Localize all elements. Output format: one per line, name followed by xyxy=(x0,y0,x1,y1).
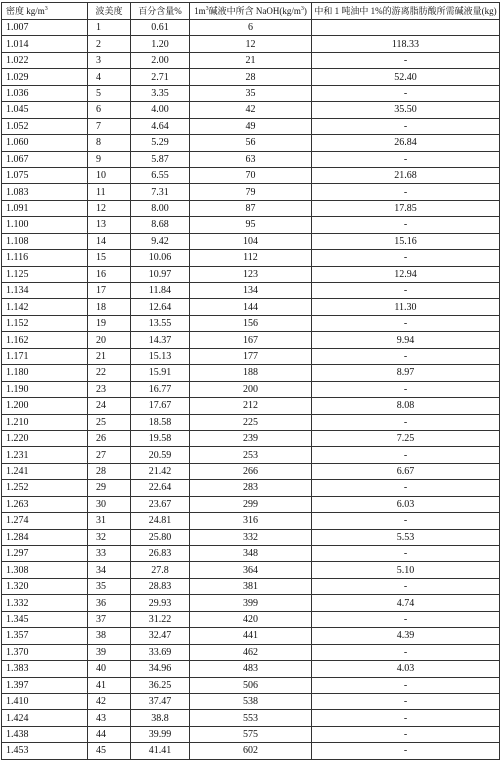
table-row xyxy=(2,463,500,479)
table-row xyxy=(2,578,500,594)
cell-percent: 14.37 xyxy=(131,332,190,348)
cell-naoh: 225 xyxy=(190,414,312,430)
cell-percent: 31.22 xyxy=(131,611,190,627)
cell-percent: 7.31 xyxy=(131,184,190,200)
cell-naoh: 6 xyxy=(190,20,312,36)
cell-neutralization: 6.67 xyxy=(312,463,500,479)
cell-naoh: 21 xyxy=(190,52,312,68)
cell-percent: 12.64 xyxy=(131,299,190,315)
cell-density: 1.438 xyxy=(2,726,88,742)
cell-density: 1.332 xyxy=(2,595,88,611)
cell-baume: 2 xyxy=(88,36,131,52)
cell-naoh: 177 xyxy=(190,348,312,364)
cell-percent: 1.20 xyxy=(131,36,190,52)
cell-naoh: 538 xyxy=(190,693,312,709)
cell-baume: 29 xyxy=(88,480,131,496)
cell-neutralization: 4.74 xyxy=(312,595,500,611)
cell-baume: 3 xyxy=(88,52,131,68)
cell-neutralization: 11.30 xyxy=(312,299,500,315)
cell-neutralization: 52.40 xyxy=(312,69,500,85)
cell-neutralization: - xyxy=(312,250,500,266)
table-row xyxy=(2,365,500,381)
cell-naoh: 553 xyxy=(190,710,312,726)
cell-density: 1.091 xyxy=(2,200,88,216)
cell-baume: 20 xyxy=(88,332,131,348)
cell-percent: 39.99 xyxy=(131,726,190,742)
cell-percent: 13.55 xyxy=(131,315,190,331)
table-row xyxy=(2,710,500,726)
cell-baume: 42 xyxy=(88,693,131,709)
cell-naoh: 212 xyxy=(190,398,312,414)
cell-baume: 40 xyxy=(88,661,131,677)
cell-density: 1.252 xyxy=(2,480,88,496)
table-row xyxy=(2,546,500,562)
cell-density: 1.022 xyxy=(2,52,88,68)
cell-percent: 41.41 xyxy=(131,743,190,759)
cell-density: 1.220 xyxy=(2,430,88,446)
cell-neutralization xyxy=(312,20,500,36)
cell-neutralization: 118.33 xyxy=(312,36,500,52)
cell-baume: 10 xyxy=(88,167,131,183)
cell-neutralization: - xyxy=(312,52,500,68)
cell-neutralization: - xyxy=(312,151,500,167)
cell-percent: 2.00 xyxy=(131,52,190,68)
cell-density: 1.180 xyxy=(2,365,88,381)
cell-percent: 28.83 xyxy=(131,578,190,594)
cell-naoh: 134 xyxy=(190,283,312,299)
cell-baume: 38 xyxy=(88,628,131,644)
cell-percent: 0.61 xyxy=(131,20,190,36)
cell-density: 1.308 xyxy=(2,562,88,578)
cell-density: 1.052 xyxy=(2,118,88,134)
cell-naoh: 462 xyxy=(190,644,312,660)
cell-density: 1.075 xyxy=(2,167,88,183)
cell-percent: 10.97 xyxy=(131,266,190,282)
table-row xyxy=(2,36,500,52)
cell-density: 1.383 xyxy=(2,661,88,677)
cell-density: 1.162 xyxy=(2,332,88,348)
cell-naoh: 441 xyxy=(190,628,312,644)
table-row xyxy=(2,151,500,167)
table-row xyxy=(2,661,500,677)
cell-density: 1.397 xyxy=(2,677,88,693)
cell-percent: 19.58 xyxy=(131,430,190,446)
cell-baume: 9 xyxy=(88,151,131,167)
cell-baume: 41 xyxy=(88,677,131,693)
cell-neutralization: 35.50 xyxy=(312,102,500,118)
cell-neutralization: 5.53 xyxy=(312,529,500,545)
cell-density: 1.029 xyxy=(2,69,88,85)
cell-baume: 37 xyxy=(88,611,131,627)
table-row xyxy=(2,217,500,233)
cell-naoh: 283 xyxy=(190,480,312,496)
cell-percent: 26.83 xyxy=(131,546,190,562)
cell-naoh: 316 xyxy=(190,513,312,529)
cell-baume: 14 xyxy=(88,233,131,249)
cell-baume: 25 xyxy=(88,414,131,430)
cell-naoh: 12 xyxy=(190,36,312,52)
table-row xyxy=(2,102,500,118)
cell-percent: 29.93 xyxy=(131,595,190,611)
table-header xyxy=(2,3,500,20)
cell-naoh: 156 xyxy=(190,315,312,331)
cell-neutralization: - xyxy=(312,578,500,594)
table-row xyxy=(2,726,500,742)
cell-baume: 7 xyxy=(88,118,131,134)
cell-baume: 26 xyxy=(88,430,131,446)
cell-percent: 37.47 xyxy=(131,693,190,709)
cell-density: 1.284 xyxy=(2,529,88,545)
cell-baume: 4 xyxy=(88,69,131,85)
cell-baume: 23 xyxy=(88,381,131,397)
cell-neutralization: - xyxy=(312,710,500,726)
table-row xyxy=(2,628,500,644)
table-row xyxy=(2,562,500,578)
cell-neutralization: - xyxy=(312,513,500,529)
cell-percent: 5.29 xyxy=(131,135,190,151)
cell-density: 1.297 xyxy=(2,546,88,562)
cell-neutralization: 8.08 xyxy=(312,398,500,414)
cell-naoh: 381 xyxy=(190,578,312,594)
cell-density: 1.453 xyxy=(2,743,88,759)
table-row xyxy=(2,20,500,36)
cell-baume: 15 xyxy=(88,250,131,266)
cell-baume: 18 xyxy=(88,299,131,315)
cell-neutralization: 17.85 xyxy=(312,200,500,216)
cell-percent: 18.58 xyxy=(131,414,190,430)
cell-density: 1.007 xyxy=(2,20,88,36)
cell-naoh: 299 xyxy=(190,496,312,512)
cell-naoh: 364 xyxy=(190,562,312,578)
cell-density: 1.274 xyxy=(2,513,88,529)
table-row xyxy=(2,529,500,545)
cell-naoh: 79 xyxy=(190,184,312,200)
cell-density: 1.320 xyxy=(2,578,88,594)
cell-naoh: 483 xyxy=(190,661,312,677)
cell-baume: 22 xyxy=(88,365,131,381)
cell-baume: 32 xyxy=(88,529,131,545)
cell-percent: 21.42 xyxy=(131,463,190,479)
cell-naoh: 399 xyxy=(190,595,312,611)
cell-density: 1.263 xyxy=(2,496,88,512)
cell-baume: 28 xyxy=(88,463,131,479)
cell-naoh: 200 xyxy=(190,381,312,397)
cell-neutralization: - xyxy=(312,480,500,496)
cell-baume: 12 xyxy=(88,200,131,216)
cell-density: 1.357 xyxy=(2,628,88,644)
cell-naoh: 167 xyxy=(190,332,312,348)
cell-naoh: 253 xyxy=(190,447,312,463)
cell-baume: 17 xyxy=(88,283,131,299)
cell-baume: 5 xyxy=(88,85,131,101)
cell-naoh: 575 xyxy=(190,726,312,742)
cell-baume: 39 xyxy=(88,644,131,660)
cell-percent: 25.80 xyxy=(131,529,190,545)
cell-neutralization: - xyxy=(312,118,500,134)
cell-baume: 11 xyxy=(88,184,131,200)
cell-neutralization: - xyxy=(312,348,500,364)
cell-baume: 19 xyxy=(88,315,131,331)
cell-naoh: 87 xyxy=(190,200,312,216)
table-row xyxy=(2,677,500,693)
cell-naoh: 104 xyxy=(190,233,312,249)
table-row xyxy=(2,200,500,216)
cell-density: 1.424 xyxy=(2,710,88,726)
cell-percent: 4.00 xyxy=(131,102,190,118)
cell-density: 1.241 xyxy=(2,463,88,479)
cell-density: 1.060 xyxy=(2,135,88,151)
cell-baume: 43 xyxy=(88,710,131,726)
table-row xyxy=(2,167,500,183)
table-row xyxy=(2,233,500,249)
table-row xyxy=(2,266,500,282)
cell-naoh: 35 xyxy=(190,85,312,101)
table-row xyxy=(2,381,500,397)
cell-baume: 45 xyxy=(88,743,131,759)
cell-baume: 16 xyxy=(88,266,131,282)
cell-percent: 8.00 xyxy=(131,200,190,216)
cell-neutralization: 4.39 xyxy=(312,628,500,644)
cell-percent: 32.47 xyxy=(131,628,190,644)
cell-percent: 6.55 xyxy=(131,167,190,183)
table-row xyxy=(2,184,500,200)
table-row xyxy=(2,693,500,709)
cell-neutralization: - xyxy=(312,743,500,759)
cell-neutralization: - xyxy=(312,611,500,627)
cell-baume: 36 xyxy=(88,595,131,611)
cell-neutralization: 5.10 xyxy=(312,562,500,578)
cell-percent: 10.06 xyxy=(131,250,190,266)
cell-percent: 9.42 xyxy=(131,233,190,249)
table-row xyxy=(2,299,500,315)
cell-density: 1.134 xyxy=(2,283,88,299)
cell-baume: 1 xyxy=(88,20,131,36)
cell-neutralization: 21.68 xyxy=(312,167,500,183)
cell-neutralization: 15.16 xyxy=(312,233,500,249)
table-row xyxy=(2,250,500,266)
table-row xyxy=(2,496,500,512)
cell-percent: 24.81 xyxy=(131,513,190,529)
cell-percent: 3.35 xyxy=(131,85,190,101)
table-row xyxy=(2,743,500,759)
cell-neutralization: - xyxy=(312,283,500,299)
cell-baume: 33 xyxy=(88,546,131,562)
table-row xyxy=(2,332,500,348)
cell-baume: 35 xyxy=(88,578,131,594)
cell-naoh: 28 xyxy=(190,69,312,85)
table-row xyxy=(2,414,500,430)
table-row xyxy=(2,595,500,611)
cell-density: 1.190 xyxy=(2,381,88,397)
naoh-concentration-table xyxy=(1,2,500,760)
cell-neutralization: - xyxy=(312,217,500,233)
cell-percent: 11.84 xyxy=(131,283,190,299)
cell-naoh: 56 xyxy=(190,135,312,151)
cell-naoh: 63 xyxy=(190,151,312,167)
table-row xyxy=(2,611,500,627)
header-baume: 波美度 xyxy=(88,3,131,20)
cell-naoh: 112 xyxy=(190,250,312,266)
cell-density: 1.171 xyxy=(2,348,88,364)
cell-neutralization: - xyxy=(312,726,500,742)
cell-density: 1.045 xyxy=(2,102,88,118)
table-row xyxy=(2,480,500,496)
table-row xyxy=(2,69,500,85)
cell-density: 1.231 xyxy=(2,447,88,463)
table-row xyxy=(2,430,500,446)
cell-neutralization: - xyxy=(312,447,500,463)
table-row xyxy=(2,398,500,414)
cell-neutralization: 8.97 xyxy=(312,365,500,381)
cell-baume: 8 xyxy=(88,135,131,151)
cell-neutralization: - xyxy=(312,414,500,430)
cell-naoh: 42 xyxy=(190,102,312,118)
cell-percent: 36.25 xyxy=(131,677,190,693)
cell-baume: 27 xyxy=(88,447,131,463)
cell-baume: 44 xyxy=(88,726,131,742)
cell-naoh: 144 xyxy=(190,299,312,315)
cell-naoh: 266 xyxy=(190,463,312,479)
cell-percent: 38.8 xyxy=(131,710,190,726)
cell-naoh: 239 xyxy=(190,430,312,446)
cell-percent: 34.96 xyxy=(131,661,190,677)
cell-percent: 2.71 xyxy=(131,69,190,85)
cell-neutralization: 7.25 xyxy=(312,430,500,446)
header-neutralization-amount: 中和 1 吨油中 1%的游离脂肪酸所需碱液量(kg) xyxy=(312,3,500,20)
cell-density: 1.410 xyxy=(2,693,88,709)
cell-density: 1.036 xyxy=(2,85,88,101)
cell-percent: 16.77 xyxy=(131,381,190,397)
cell-density: 1.083 xyxy=(2,184,88,200)
cell-naoh: 123 xyxy=(190,266,312,282)
cell-density: 1.210 xyxy=(2,414,88,430)
cell-baume: 6 xyxy=(88,102,131,118)
cell-percent: 15.91 xyxy=(131,365,190,381)
cell-baume: 13 xyxy=(88,217,131,233)
cell-percent: 4.64 xyxy=(131,118,190,134)
cell-percent: 22.64 xyxy=(131,480,190,496)
cell-naoh: 188 xyxy=(190,365,312,381)
cell-density: 1.152 xyxy=(2,315,88,331)
cell-density: 1.370 xyxy=(2,644,88,660)
cell-percent: 8.68 xyxy=(131,217,190,233)
cell-neutralization: - xyxy=(312,381,500,397)
cell-naoh: 49 xyxy=(190,118,312,134)
cell-neutralization: 9.94 xyxy=(312,332,500,348)
cell-naoh: 332 xyxy=(190,529,312,545)
cell-neutralization: - xyxy=(312,546,500,562)
cell-density: 1.142 xyxy=(2,299,88,315)
cell-neutralization: 12.94 xyxy=(312,266,500,282)
header-density: 密度 $kg/m^3$ xyxy=(2,3,88,20)
cell-baume: 31 xyxy=(88,513,131,529)
cell-naoh: 70 xyxy=(190,167,312,183)
cell-percent: 20.59 xyxy=(131,447,190,463)
table-row xyxy=(2,348,500,364)
cell-baume: 30 xyxy=(88,496,131,512)
cell-neutralization: - xyxy=(312,644,500,660)
cell-percent: 15.13 xyxy=(131,348,190,364)
header-naoh-content: $1m^3$碱液中所含 $NaOH(kg/m^3)$ xyxy=(190,3,312,20)
cell-density: 1.345 xyxy=(2,611,88,627)
cell-density: 1.116 xyxy=(2,250,88,266)
cell-naoh: 348 xyxy=(190,546,312,562)
table-row xyxy=(2,135,500,151)
cell-neutralization: - xyxy=(312,184,500,200)
table-row xyxy=(2,283,500,299)
cell-density: 1.108 xyxy=(2,233,88,249)
cell-baume: 34 xyxy=(88,562,131,578)
cell-naoh: 602 xyxy=(190,743,312,759)
table-row xyxy=(2,52,500,68)
cell-neutralization: - xyxy=(312,85,500,101)
cell-density: 1.067 xyxy=(2,151,88,167)
cell-neutralization: - xyxy=(312,677,500,693)
table-row xyxy=(2,513,500,529)
cell-neutralization: 4.03 xyxy=(312,661,500,677)
table-row xyxy=(2,85,500,101)
cell-density: 1.200 xyxy=(2,398,88,414)
cell-neutralization: 6.03 xyxy=(312,496,500,512)
table-row xyxy=(2,118,500,134)
cell-naoh: 506 xyxy=(190,677,312,693)
cell-percent: 33.69 xyxy=(131,644,190,660)
cell-neutralization: - xyxy=(312,315,500,331)
table-row xyxy=(2,315,500,331)
cell-percent: 17.67 xyxy=(131,398,190,414)
table-row xyxy=(2,644,500,660)
cell-baume: 24 xyxy=(88,398,131,414)
cell-percent: 23.67 xyxy=(131,496,190,512)
table-row xyxy=(2,447,500,463)
cell-density: 1.014 xyxy=(2,36,88,52)
cell-neutralization: - xyxy=(312,693,500,709)
cell-percent: 5.87 xyxy=(131,151,190,167)
cell-naoh: 420 xyxy=(190,611,312,627)
cell-density: 1.125 xyxy=(2,266,88,282)
cell-baume: 21 xyxy=(88,348,131,364)
cell-percent: 27.8 xyxy=(131,562,190,578)
cell-neutralization: 26.84 xyxy=(312,135,500,151)
cell-naoh: 95 xyxy=(190,217,312,233)
table-body xyxy=(2,20,500,760)
cell-density: 1.100 xyxy=(2,217,88,233)
header-percent: 百分含量% xyxy=(131,3,190,20)
header-row xyxy=(2,3,500,20)
